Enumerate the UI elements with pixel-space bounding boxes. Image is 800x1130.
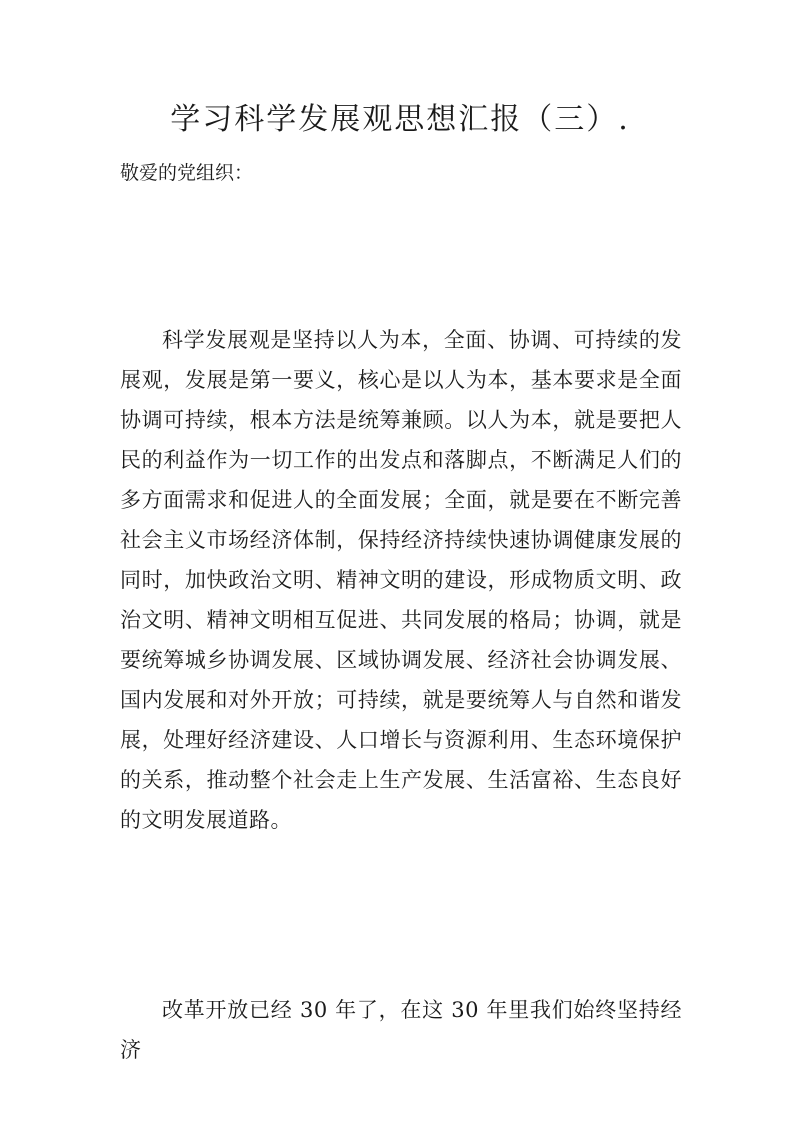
salutation: 敬爱的党组织： — [120, 162, 254, 184]
body-paragraph-1: 科学发展观是坚持以人为本，全面、协调、可持续的发展观，发展是第一要义，核心是以人为本，基本要求是全面协调可持续，根本方法是统筹兼顾。以人为本，就是要把人民的利益作为一切工作的出发点和落脚点，不断满足人们的多方面需求和促进人的全面发展；全面，就是要在不断完善社会主义市场经济体制，保持经济持续快速协调健康发展的同时，加快政治文明、精神文明的建设，形成物质文明、政治文明、精神文明相互促进、共同发展的格局；协调，就是要统筹城乡协调发展、区域协调发展、经济社会协调发展、国内发展和对外开放；可持续，就是要统筹人与自然和谐发展，处理好经济建设、人口增长与资源利用、生态环境保护的关系，推动整个社会走上生产发展、生活富裕、生态良好的文明发展道路。 — [120, 328, 682, 832]
document-title: 学习科学发展观思想汇报（三）. — [170, 102, 630, 137]
body-paragraph-2: 改革开放已经 30 年了，在这 30 年里我们始终坚持经济 — [120, 998, 682, 1062]
